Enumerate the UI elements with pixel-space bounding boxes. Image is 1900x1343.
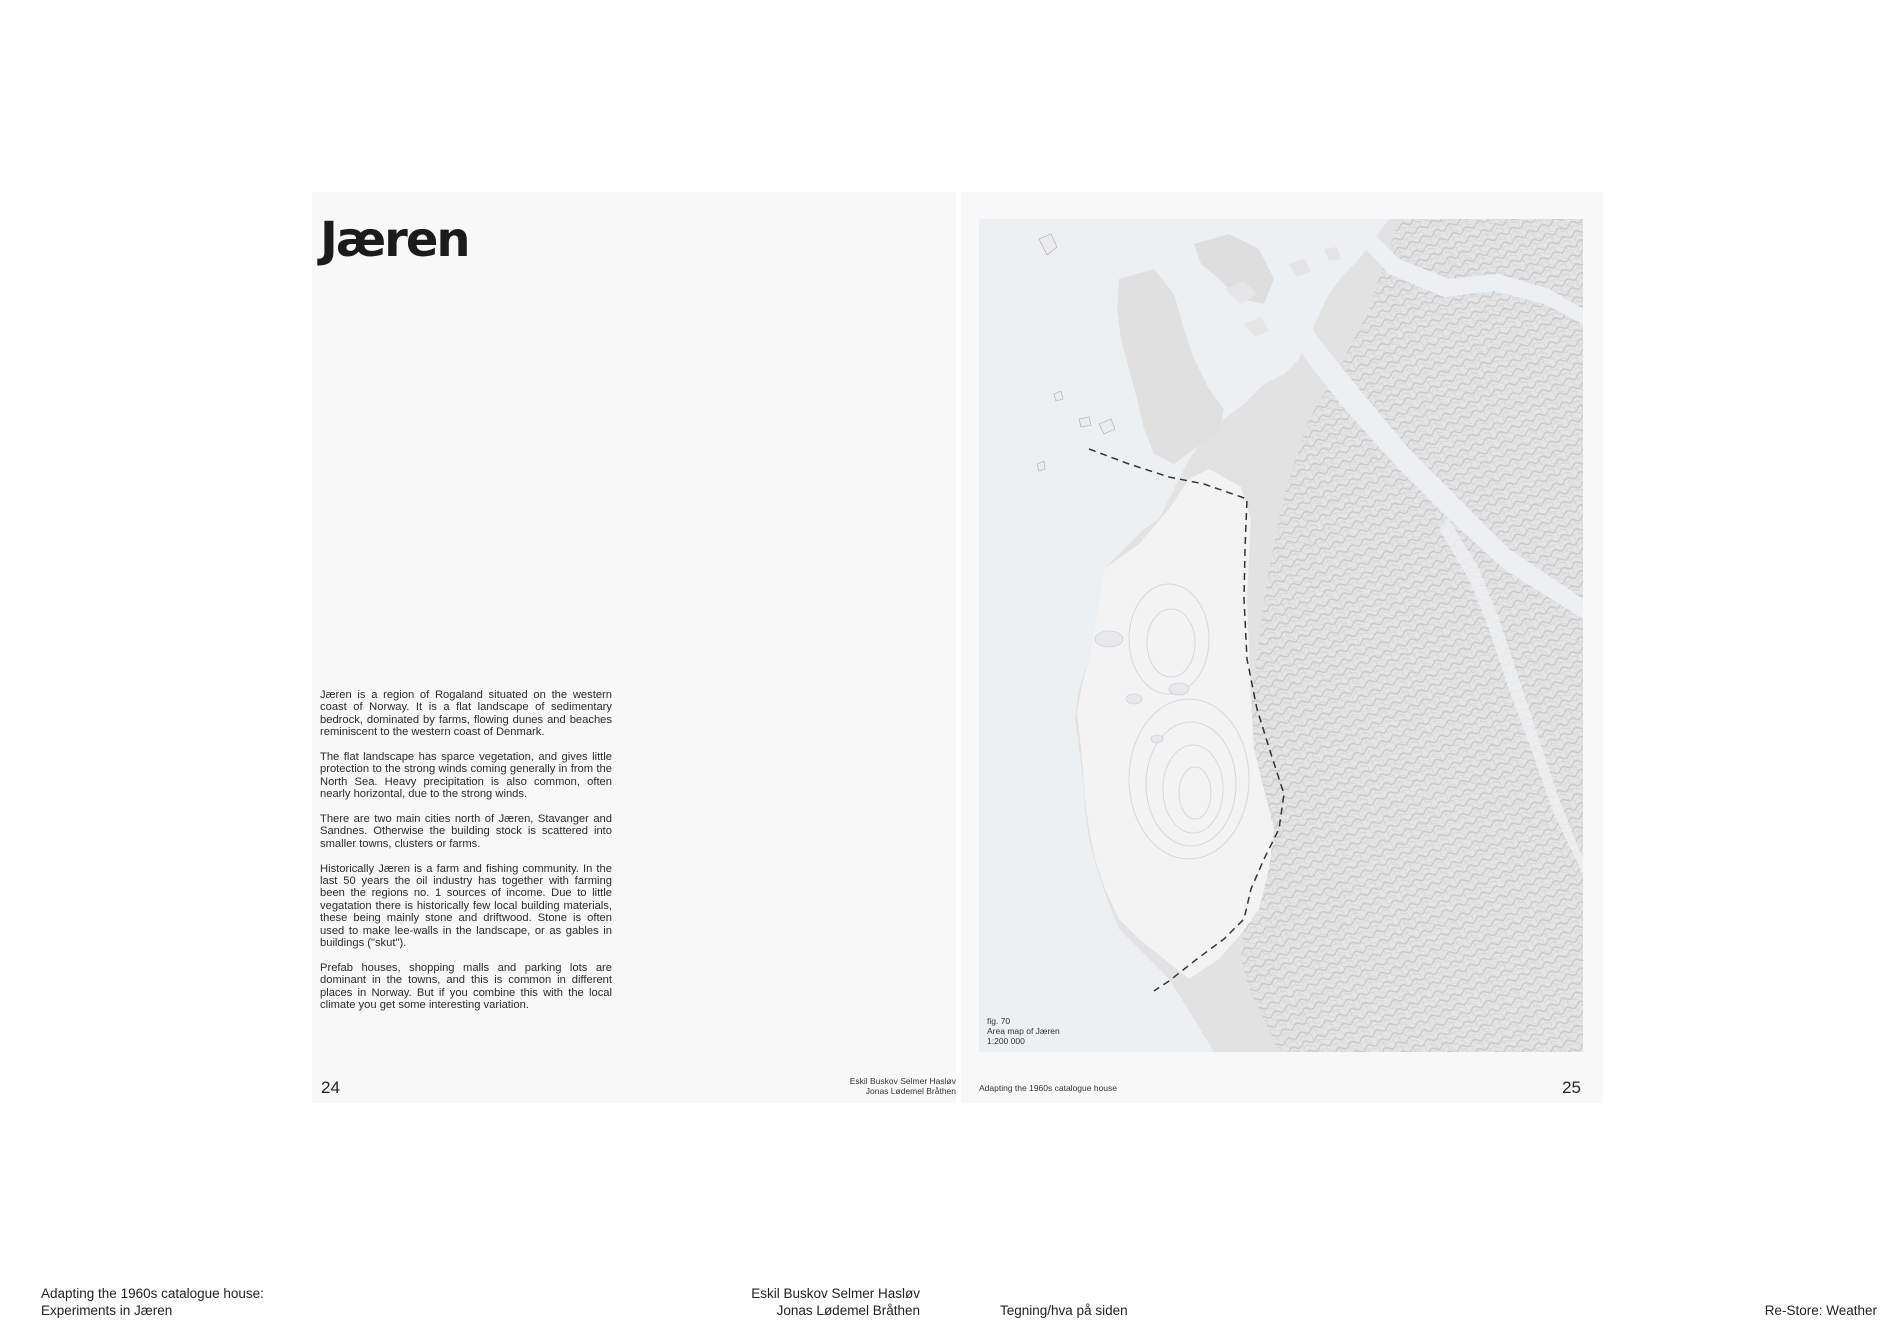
figure-title: Area map of Jæren (987, 1026, 1060, 1036)
paragraph-2: The flat landscape has sparce vegetation, and gives little protection to the strong winds coming generally in from the North Sea. Heavy precipitation is also common, often nearly horizontal, due to the strong winds. (320, 751, 612, 801)
area-map (979, 219, 1583, 1052)
figure-label: fig. 70 (987, 1016, 1011, 1026)
page-number-left: 24 (321, 1078, 340, 1097)
page-title: Jæren (320, 212, 469, 268)
page-author-1: Eskil Buskov Selmer Hasløv (849, 1076, 956, 1086)
paragraph-4: Historically Jæren is a farm and fishing community. In the last 50 years the oil industry has together with farming been the regions no. 1 sources of income. Due to little vegatation there is historically few local building materials, these being mainly stone and driftwood. Stone is often used to make lee-walls in the landscape, or as gables in buildings ("skut"). (320, 862, 612, 950)
left-page (312, 192, 956, 1103)
footer-series: Re-Store: Weather (1764, 1303, 1877, 1318)
paragraph-3: There are two main cities north of Jæren, Stavanger and Sandnes. Otherwise the building stock is scattered into smaller towns, clusters or farms. (320, 813, 612, 850)
page-author-2: Jonas Lødemel Bråthen (865, 1086, 956, 1096)
footer-project (41, 1285, 264, 1319)
paragraph-1: Jæren is a region of Rogaland situated on the western coast of Norway. It is a flat landscape of sedimentary bedrock, dominated by farms, flowing dunes and beaches reminiscent to the western coast of Denmark. (320, 689, 612, 739)
map-islet-7 (1079, 417, 1091, 427)
right-page (961, 192, 1603, 1103)
footer-authors (751, 1285, 920, 1319)
body-text (320, 689, 612, 1024)
figure-caption (987, 1016, 1060, 1046)
page-number-right: 25 (1562, 1078, 1581, 1097)
footer-drawing-label: Tegning/hva på siden (1000, 1303, 1128, 1318)
footer-author-1: Eskil Buskov Selmer Hasløv (751, 1286, 920, 1301)
footer-author-2: Jonas Lødemel Bråthen (776, 1303, 920, 1318)
footer-project-line-1: Adapting the 1960s catalogue house: (41, 1286, 264, 1301)
footer-project-line-2: Experiments in Jæren (41, 1303, 173, 1318)
page-authors (850, 1076, 956, 1096)
paragraph-5: Prefab houses, shopping malls and parking lots are dominant in the towns, and this is common in different places in Norway. But if you combine this with the local climate you get some interesting variation. (320, 961, 612, 1012)
running-title: Adapting the 1960s catalogue house (979, 1083, 1118, 1093)
figure-scale: 1:200 000 (987, 1036, 1025, 1046)
